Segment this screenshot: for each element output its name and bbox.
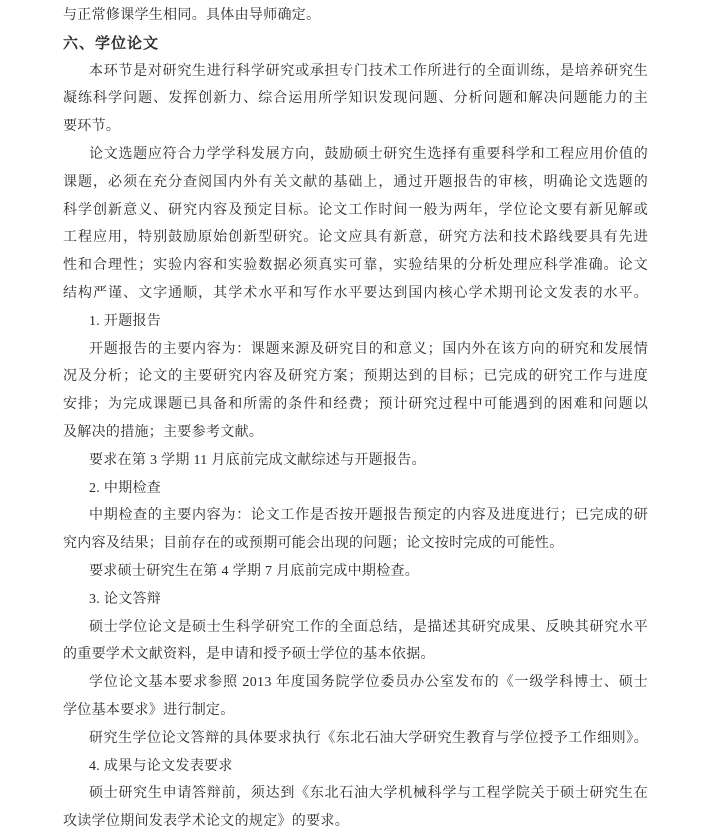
- text-line: 课题，必须在充分查阅国内外有关文献的基础上，通过开题报告的审核，明确论文选题的: [63, 174, 648, 190]
- text-line: 况及分析；论文的主要研究内容及研究方案；预期达到的目标；已完成的研究工作与进度: [63, 369, 648, 385]
- text-line: 凝练科学问题、发挥创新力、综合运用所学知识发现问题、分析问题和解决问题能力的主: [63, 91, 648, 107]
- text-line: 安排；为完成课题已具备和所需的条件和经费；预计研究过程中可能遇到的困难和问题以: [63, 397, 648, 413]
- text-line: 性和合理性；实验内容和实验数据必须真实可靠，实验结果的分析处理应科学准确。论文: [63, 258, 648, 274]
- section-heading: 六、学位论文: [63, 34, 160, 52]
- text-line: 学位论文基本要求参照 2013 年度国务院学位委员办公室发布的《一级学科博士、硕士: [89, 675, 648, 691]
- text-line: 与正常修课学生相同。具体由导师确定。: [63, 8, 321, 23]
- text-line: 中期检查的主要内容为：论文工作是否按开题报告预定的内容及进度进行；已完成的研: [89, 508, 648, 524]
- text-line: 硕士研究生申请答辩前，须达到《东北石油大学机械科学与工程学院关于硕士研究生在: [89, 786, 648, 802]
- text-line: 攻读学位期间发表学术论文的规定》的要求。: [63, 814, 349, 830]
- text-line: 论文选题应符合力学学科发展方向，鼓励硕士研究生选择有重要科学和工程应用价值的: [89, 146, 648, 162]
- document-text-block: [63, 2, 648, 836]
- text-line: 本环节是对研究生进行科学研究或承担专门技术工作所进行的全面训练，是培养研究生: [89, 63, 648, 79]
- text-line: 2. 中期检查: [89, 480, 162, 496]
- text-line: 结构严谨、文字通顺，其学术水平和写作水平要达到国内核心学术期刊论文发表的水平。: [63, 285, 648, 301]
- text-line: 4. 成果与论文发表要求: [89, 758, 233, 774]
- text-line: 开题报告的主要内容为：课题来源及研究目的和意义；国内外在该方向的研究和发展情: [89, 341, 648, 357]
- text-line: 硕士学位论文是硕士生科学研究工作的全面总结，是描述其研究成果、反映其研究水平: [89, 619, 648, 635]
- text-line: 1. 开题报告: [89, 313, 162, 329]
- text-line: 工程应用，特别鼓励原始创新型研究。论文应具有新意，研究方法和技术路线要具有先进: [63, 230, 648, 246]
- text-line: 科学创新意义、研究内容及预定目标。论文工作时间一般为两年，学位论文要有新见解或: [63, 202, 648, 218]
- text-line: 3. 论文答辩: [89, 591, 162, 607]
- text-line: 要求在第 3 学期 11 月底前完成文献综述与开题报告。: [89, 452, 426, 468]
- text-line: 学位基本要求》进行制定。: [63, 702, 235, 718]
- text-line: 究内容及结果；目前存在的或预期可能会出现的问题；论文按时完成的可能性。: [63, 536, 564, 552]
- text-line: 研究生学位论文答辩的具体要求执行《东北石油大学研究生教育与学位授予工作细则》。: [89, 730, 648, 746]
- text-line: 的重要学术文献资料，是申请和授予硕士学位的基本依据。: [63, 647, 435, 663]
- text-line: 要求硕士研究生在第 4 学期 7 月底前完成中期检查。: [89, 563, 420, 579]
- text-line: 要环节。: [63, 119, 121, 135]
- text-line: 及解决的措施；主要参考文献。: [63, 424, 264, 440]
